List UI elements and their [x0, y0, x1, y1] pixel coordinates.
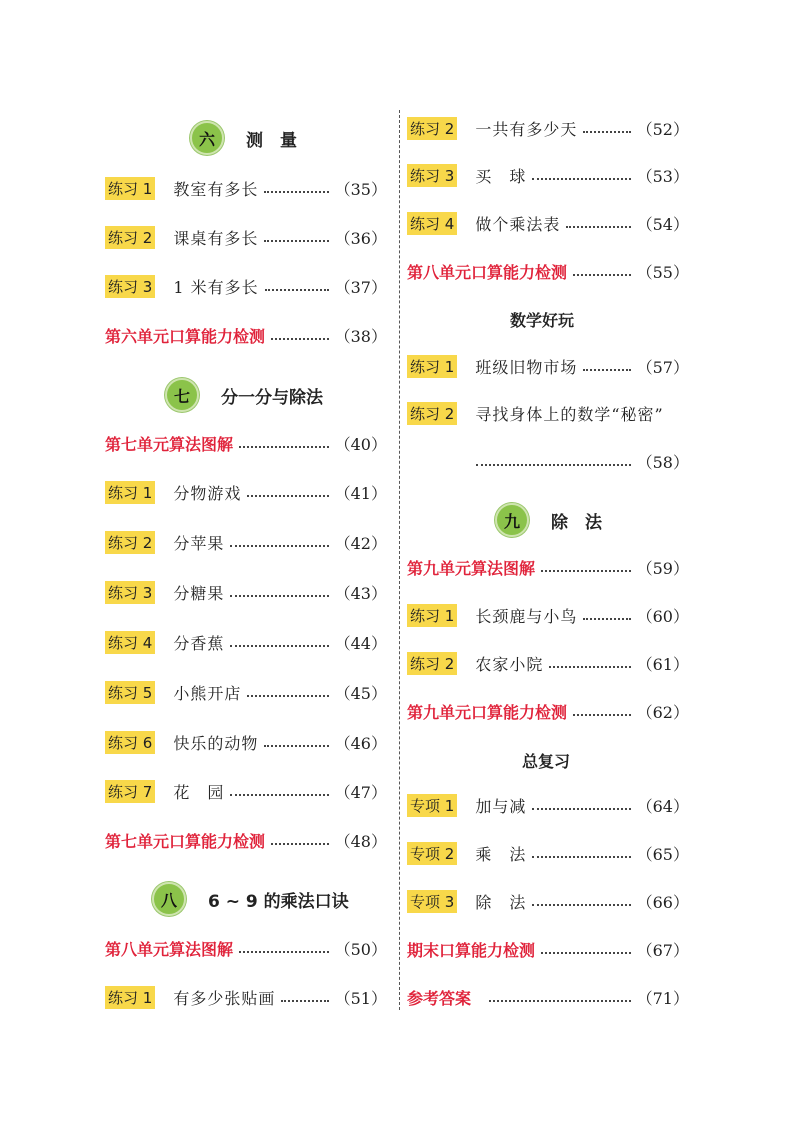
- toc-entry[interactable]: [407, 208, 689, 238]
- toc-entry[interactable]: [105, 222, 387, 252]
- dot-leader: [271, 338, 329, 340]
- exercise-tag: 练习 7: [105, 780, 155, 803]
- toc-entry[interactable]: [407, 351, 689, 381]
- page-number: （53）: [636, 166, 689, 186]
- exercise-tag: 练习 4: [105, 631, 155, 654]
- page-number: （44）: [334, 633, 387, 653]
- page-number: （35）: [334, 179, 387, 199]
- toc-entry[interactable]: [407, 600, 689, 630]
- entry-title: 快乐的动物: [173, 733, 259, 753]
- page-number: （36）: [334, 228, 387, 248]
- entry-title: 第八单元算法图解: [105, 939, 234, 959]
- toc-entry[interactable]: [105, 727, 387, 757]
- entry-title: 1 米有多长: [173, 277, 259, 297]
- toc-entry[interactable]: [407, 838, 689, 868]
- entry-title: 做个乘法表: [475, 214, 561, 234]
- toc-entry[interactable]: [105, 677, 387, 707]
- entry-title: 课桌有多长: [173, 228, 259, 248]
- dot-leader: [264, 191, 328, 193]
- entry-title: 寻找身体上的数学“秘密”: [475, 404, 664, 424]
- entry-title: 分糖果: [173, 583, 225, 603]
- page-number: （52）: [636, 119, 689, 139]
- dot-leader: [583, 131, 630, 133]
- exercise-tag: 练习 4: [407, 212, 457, 235]
- exercise-tag: 练习 1: [105, 481, 155, 504]
- toc-entry[interactable]: [105, 627, 387, 657]
- dot-leader: [532, 856, 630, 858]
- toc-entry[interactable]: [105, 173, 387, 203]
- toc-entry[interactable]: [407, 113, 689, 143]
- entry-title: 买 球: [475, 166, 527, 186]
- unit-8-title: 6 ~ 9 的乘法口诀: [208, 891, 349, 912]
- answers-entry[interactable]: [407, 982, 689, 1012]
- exercise-tag: 练习 3: [407, 164, 457, 187]
- page-number: （57）: [636, 357, 689, 377]
- page-number: （42）: [334, 533, 387, 553]
- page-number: （51）: [334, 988, 387, 1008]
- math-fun-heading[interactable]: 数学好玩: [510, 311, 575, 330]
- dot-leader: [573, 714, 631, 716]
- unit-9-title: 除 法: [551, 512, 602, 533]
- exercise-tag: 练习 3: [105, 581, 155, 604]
- dot-leader: [532, 904, 630, 906]
- page-number: （46）: [334, 733, 387, 753]
- toc-entry[interactable]: [407, 648, 689, 678]
- unit-6-title: 测 量: [246, 130, 297, 151]
- entry-title: 第七单元口算能力检测: [105, 831, 266, 851]
- toc-entry[interactable]: [105, 776, 387, 806]
- entry-title: 长颈鹿与小鸟: [475, 606, 578, 626]
- dot-leader: [247, 695, 328, 697]
- entry-title: 花 园: [173, 782, 225, 802]
- dot-leader: [247, 495, 328, 497]
- toc-entry-continuation[interactable]: [476, 446, 689, 476]
- entry-title: 加与减: [475, 796, 527, 816]
- exercise-tag: 练习 2: [105, 226, 155, 249]
- dot-leader: [271, 843, 329, 845]
- toc-entry[interactable]: [407, 160, 689, 190]
- unit-test-entry[interactable]: [105, 320, 387, 350]
- unit-7-title: 分一分与除法: [221, 387, 323, 408]
- exercise-tag: 练习 2: [407, 652, 457, 675]
- entry-title: 除 法: [475, 892, 527, 912]
- dot-leader: [265, 289, 329, 291]
- review-tag: 专项 3: [407, 890, 457, 913]
- entry-title: 乘 法: [475, 844, 527, 864]
- unit-9-badge: 九: [495, 503, 529, 537]
- entry-title: 班级旧物市场: [475, 357, 578, 377]
- exercise-tag: 练习 2: [105, 531, 155, 554]
- entry-title: 分物游戏: [173, 483, 242, 503]
- exercise-tag: 练习 1: [105, 177, 155, 200]
- dot-leader: [230, 545, 328, 547]
- toc-entry[interactable]: [407, 886, 689, 916]
- dot-leader: [239, 951, 329, 953]
- review-tag: 专项 1: [407, 794, 457, 817]
- final-test-entry[interactable]: [407, 934, 689, 964]
- entry-title: 教室有多长: [173, 179, 259, 199]
- exercise-tag: 练习 1: [407, 355, 457, 378]
- page-number: （38）: [334, 326, 387, 346]
- page-number: （60）: [636, 606, 689, 626]
- review-heading[interactable]: 总复习: [522, 752, 571, 771]
- unit-7-heading[interactable]: [165, 375, 323, 415]
- review-tag: 专项 2: [407, 842, 457, 865]
- unit-test-entry[interactable]: [105, 825, 387, 855]
- entry-title: 第九单元口算能力检测: [407, 702, 568, 722]
- exercise-tag: 练习 1: [407, 604, 457, 627]
- dot-leader: [573, 274, 631, 276]
- dot-leader: [281, 1000, 328, 1002]
- entry-title: 农家小院: [475, 654, 544, 674]
- page-number: （62）: [636, 702, 689, 722]
- exercise-tag: 练习 6: [105, 731, 155, 754]
- dot-leader: [489, 1000, 631, 1002]
- unit-test-entry[interactable]: [407, 256, 689, 286]
- page-number: （48）: [334, 831, 387, 851]
- dot-leader: [532, 808, 630, 810]
- unit-9-heading[interactable]: [495, 500, 602, 540]
- unit-6-badge: 六: [190, 121, 224, 155]
- dot-leader: [541, 952, 631, 954]
- exercise-tag: 练习 2: [407, 117, 457, 140]
- dot-leader: [230, 645, 328, 647]
- page-number: （58）: [636, 452, 689, 472]
- toc-entry[interactable]: [407, 790, 689, 820]
- toc-entry[interactable]: [105, 477, 387, 507]
- entry-title: 有多少张贴画: [173, 988, 276, 1008]
- entry-title: 第七单元算法图解: [105, 434, 234, 454]
- exercise-tag: 练习 2: [407, 402, 457, 425]
- page-number: （55）: [636, 262, 689, 282]
- toc-entry[interactable]: [407, 398, 689, 428]
- page-number: （47）: [334, 782, 387, 802]
- dot-leader: [541, 570, 631, 572]
- entry-title: 第六单元口算能力检测: [105, 326, 266, 346]
- page-number: （61）: [636, 654, 689, 674]
- page-number: （71）: [636, 988, 689, 1008]
- algorithm-guide-entry[interactable]: [105, 933, 387, 963]
- toc-entry[interactable]: [105, 982, 387, 1012]
- algorithm-guide-entry[interactable]: [105, 428, 387, 458]
- page-number: （43）: [334, 583, 387, 603]
- page-number: （40）: [334, 434, 387, 454]
- page-number: （45）: [334, 683, 387, 703]
- page-number: （54）: [636, 214, 689, 234]
- page-number: （50）: [334, 939, 387, 959]
- entry-title: 小熊开店: [173, 683, 242, 703]
- entry-title: 分苹果: [173, 533, 225, 553]
- dot-leader: [239, 446, 329, 448]
- unit-8-heading[interactable]: [152, 879, 349, 919]
- entry-title: 参考答案: [407, 988, 472, 1008]
- dot-leader: [583, 369, 630, 371]
- dot-leader: [532, 178, 630, 180]
- dot-leader: [230, 794, 328, 796]
- page-number: （64）: [636, 796, 689, 816]
- page-number: （59）: [636, 558, 689, 578]
- page-number: （65）: [636, 844, 689, 864]
- unit-8-badge: 八: [152, 882, 186, 916]
- page-number: （37）: [334, 277, 387, 297]
- exercise-tag: 练习 1: [105, 986, 155, 1009]
- page-number: （41）: [334, 483, 387, 503]
- dot-leader: [264, 745, 328, 747]
- dot-leader: [566, 226, 630, 228]
- toc-entry[interactable]: [105, 527, 387, 557]
- dot-leader: [476, 464, 631, 466]
- exercise-tag: 练习 3: [105, 275, 155, 298]
- unit-6-heading[interactable]: [190, 118, 297, 158]
- entry-title: 第八单元口算能力检测: [407, 262, 568, 282]
- dot-leader: [583, 618, 630, 620]
- page-number: （66）: [636, 892, 689, 912]
- dot-leader: [264, 240, 328, 242]
- dot-leader: [549, 666, 630, 668]
- algorithm-guide-entry[interactable]: [407, 552, 689, 582]
- entry-title: 分香蕉: [173, 633, 225, 653]
- toc-entry[interactable]: [105, 271, 387, 301]
- entry-title: 第九单元算法图解: [407, 558, 536, 578]
- unit-7-badge: 七: [165, 378, 199, 412]
- dot-leader: [230, 595, 328, 597]
- toc-entry[interactable]: [105, 577, 387, 607]
- page-number: （67）: [636, 940, 689, 960]
- entry-title: 期末口算能力检测: [407, 940, 536, 960]
- exercise-tag: 练习 5: [105, 681, 155, 704]
- unit-test-entry[interactable]: [407, 696, 689, 726]
- column-divider: [399, 110, 400, 1010]
- entry-title: 一共有多少天: [475, 119, 578, 139]
